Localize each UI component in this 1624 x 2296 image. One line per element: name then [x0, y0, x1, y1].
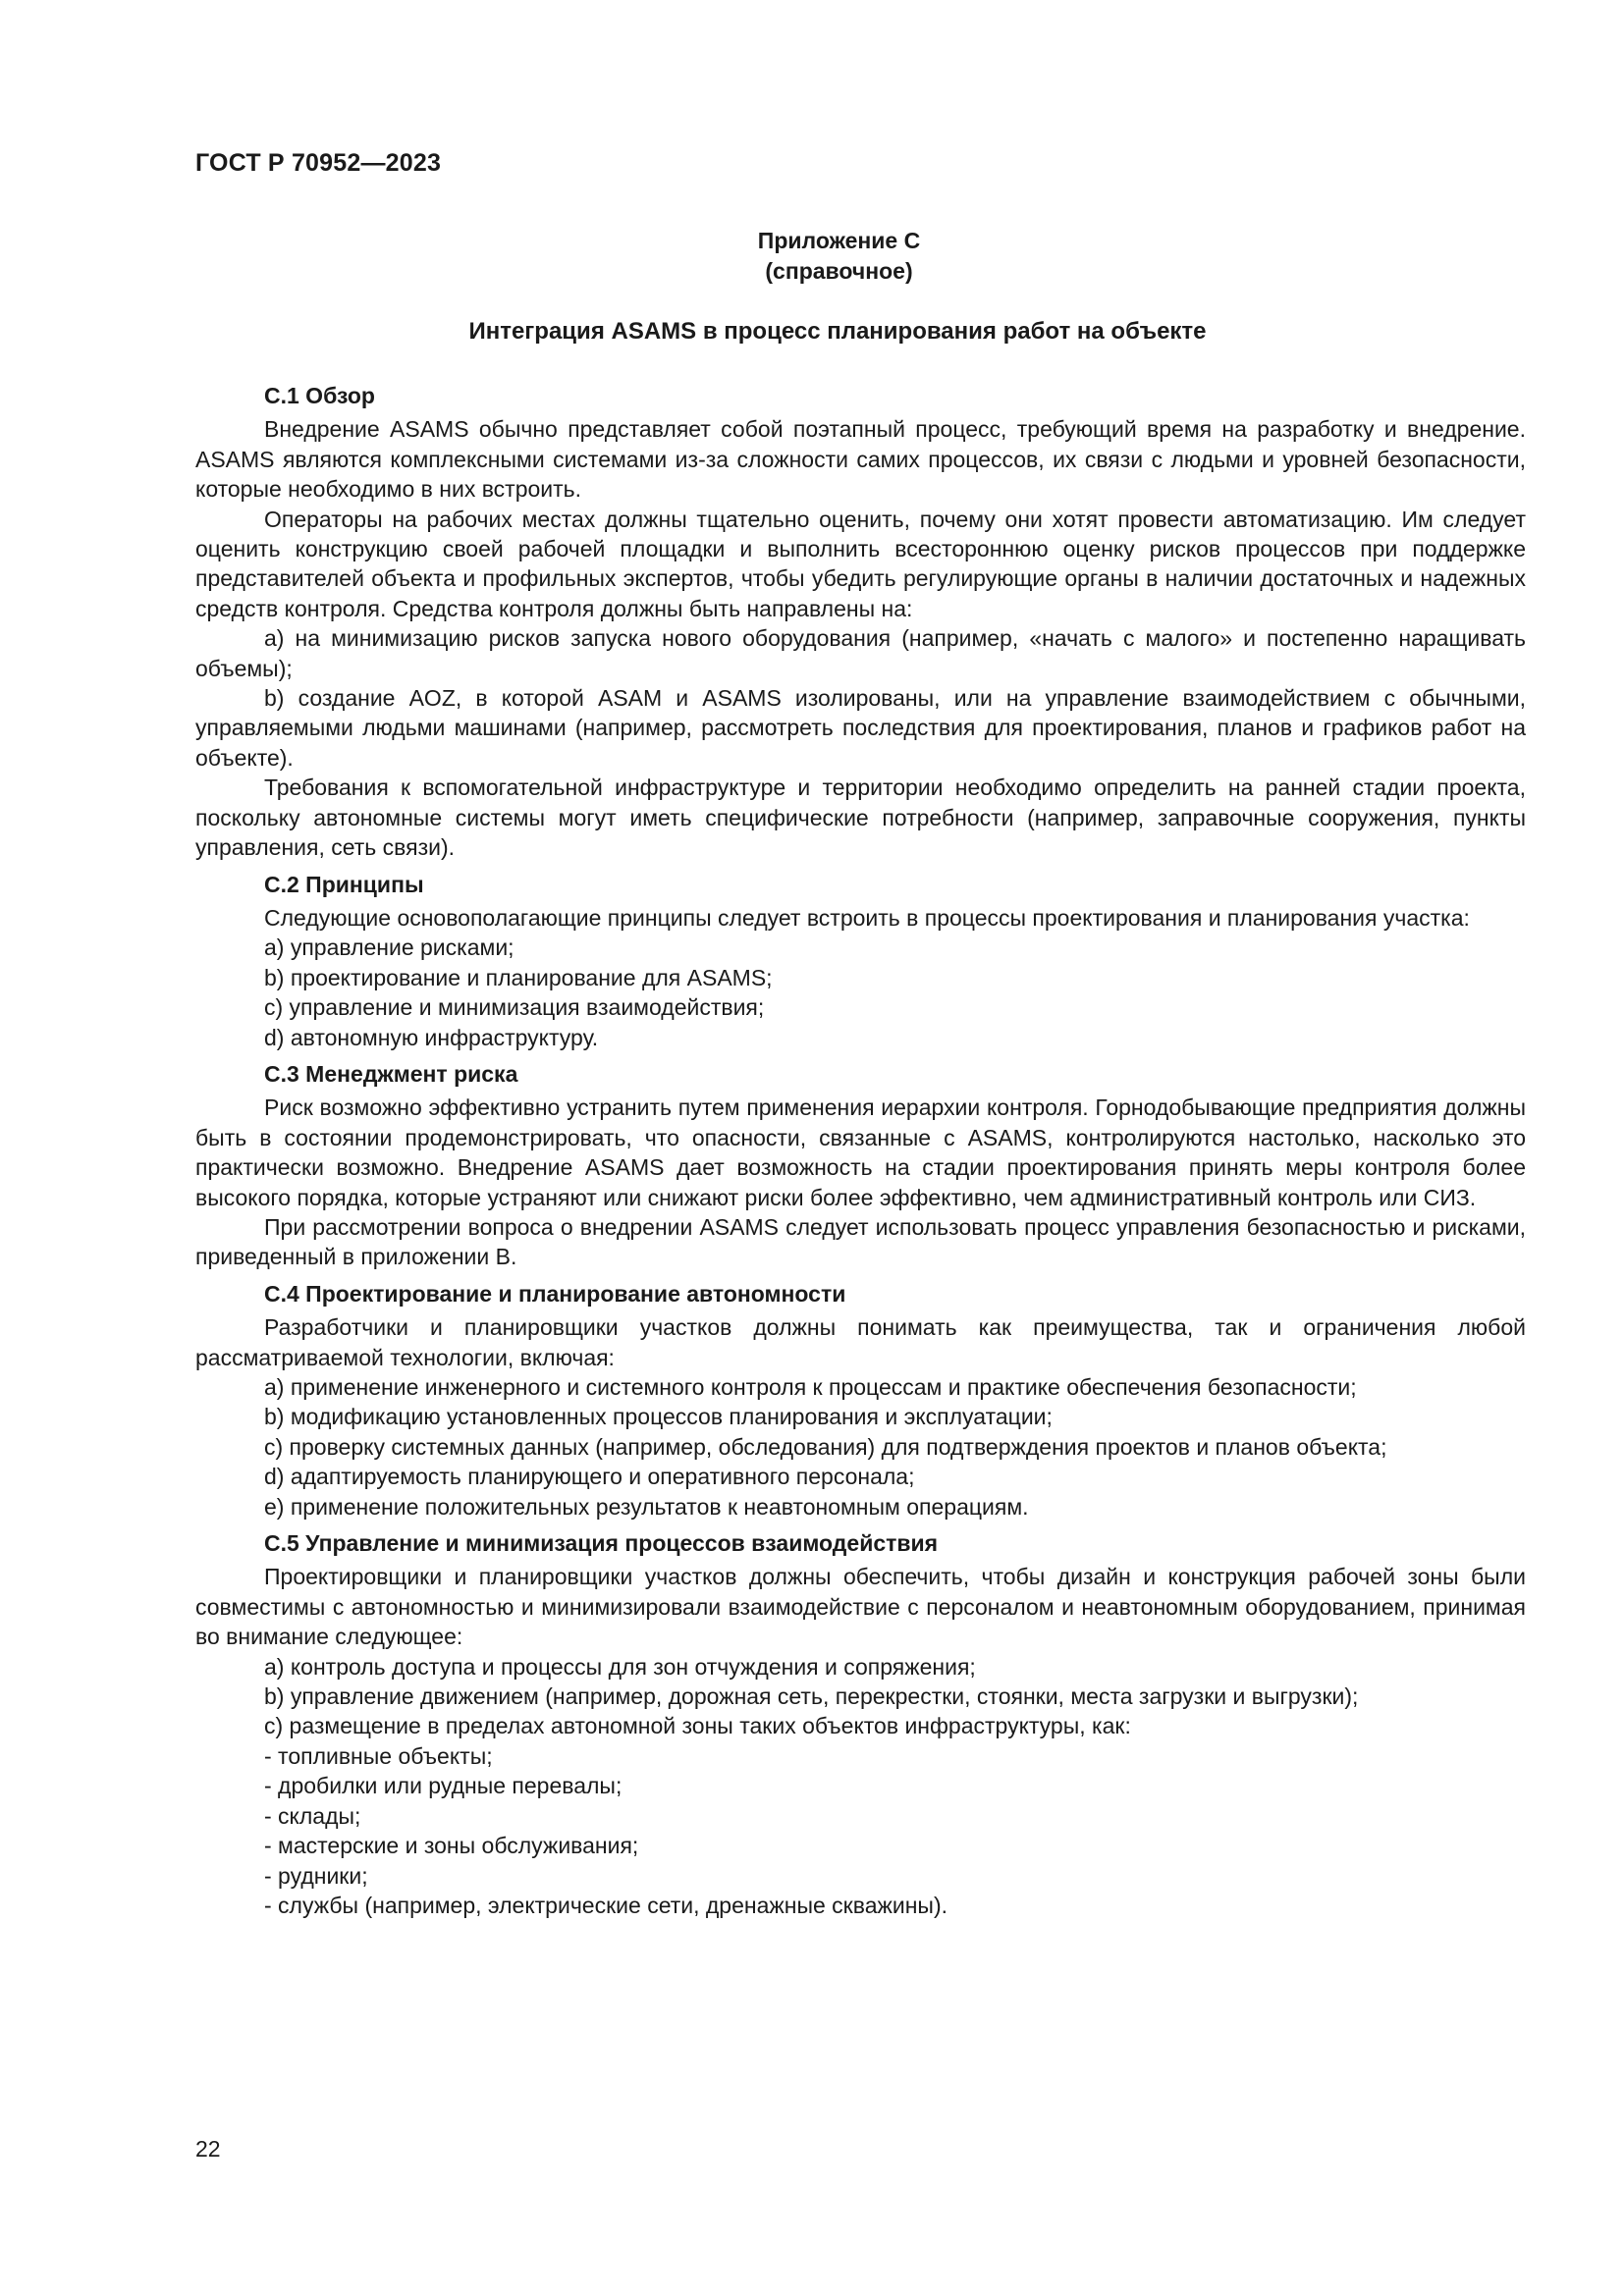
page-number: 22 — [195, 2136, 221, 2162]
document-title: Интеграция ASAMS в процесс планирования работ на объекте — [468, 318, 1207, 345]
list-item: c) проверку системных данных (например, обследования) для подтверждения проектов и планов объекта; — [264, 1433, 1387, 1460]
list-item: а) на минимизацию рисков запуска нового оборудования (например, «начать с малого» и постепенно наращивать объемы); — [195, 625, 1526, 681]
document-code: ГОСТ Р 70952—2023 — [195, 149, 442, 177]
list-item: b) модификацию установленных процессов планирования и эксплуатации; — [264, 1404, 1053, 1430]
dash-item: - топливные объекты; — [264, 1742, 493, 1769]
list-item: d) адаптируемость планирующего и оперативного персонала; — [264, 1464, 915, 1490]
paragraph: Проектировщики и планировщики участков должны обеспечить, чтобы дизайн и конструкция рабочей зоны были совместимы с автономностью и минимизировали взаимодействие с персоналом и неавтономным оборудованием, принимая во внимание следующее: — [195, 1564, 1526, 1650]
appendix-heading — [0, 226, 1624, 287]
section-heading-c2: С.2 Принципы — [264, 871, 424, 897]
list-item: c) размещение в пределах автономной зоны таких объектов инфраструктуры, как: — [264, 1713, 1131, 1739]
list-item: b) проектирование и планирование для ASAMS; — [264, 964, 773, 990]
list-item: а) контроль доступа и процессы для зон отчуждения и сопряжения; — [264, 1653, 976, 1680]
list-item: а) управление рисками; — [264, 934, 514, 961]
dash-item: - службы (например, электрические сети, дренажные скважины). — [264, 1892, 948, 1918]
list-item: b) создание AOZ, в которой ASAM и ASAMS изолированы, или на управление взаимодействием с обычными, управляемыми людьми машинами (например, рассмотреть последствия для проектирования, планов и графиков работ на объекте). — [195, 685, 1526, 771]
section-heading-c5: С.5 Управление и минимизация процессов взаимодействия — [264, 1530, 939, 1557]
dash-item: - дробилки или рудные перевалы; — [264, 1773, 623, 1799]
paragraph: Следующие основополагающие принципы следует встроить в процессы проектирования и планирования участка: — [264, 904, 1470, 931]
dash-item: - рудники; — [264, 1862, 368, 1889]
section-heading-c4: С.4 Проектирование и планирование автономности — [264, 1280, 846, 1307]
list-item: e) применение положительных результатов к неавтономным операциям. — [264, 1493, 1029, 1520]
document-body — [195, 381, 1526, 1920]
appendix-type: (справочное) — [765, 258, 913, 284]
paragraph: Внедрение ASAMS обычно представляет собой поэтапный процесс, требующий время на разработку и внедрение. ASAMS являются комплексными системами из-за сложности самих процессов, их связи с людьми и уровней безопасности, которые необходимо в них встроить. — [195, 416, 1526, 503]
paragraph: Требования к вспомогательной инфраструктуре и территории необходимо определить на ранней стадии проекта, поскольку автономные системы могут иметь специфические потребности (например, заправочные сооружения, пункты управления, сеть связи). — [195, 774, 1526, 861]
list-item: c) управление и минимизация взаимодействия; — [264, 994, 765, 1021]
paragraph: Риск возможно эффективно устранить путем применения иерархии контроля. Горнодобывающие предприятия должны быть в состоянии продемонстрировать, что опасности, связанные с ASAMS, контролируются настолько, насколько это практически возможно. Внедрение ASAMS дает возможность на стадии проектирования принять меры контроля более высокого порядка, которые устраняют или снижают риски более эффективно, чем административный контроль или СИЗ. — [195, 1095, 1526, 1210]
list-item: d) автономную инфраструктуру. — [264, 1024, 599, 1050]
dash-item: - мастерские и зоны обслуживания; — [264, 1833, 639, 1859]
dash-item: - склады; — [264, 1802, 361, 1829]
appendix-title: Приложение С — [757, 228, 921, 253]
paragraph: Разработчики и планировщики участков должны понимать как преимущества, так и ограничения любой рассматриваемой технологии, включая: — [195, 1314, 1526, 1370]
section-heading-c3: С.3 Менеджмент риска — [264, 1060, 518, 1087]
list-item: b) управление движением (например, дорожная сеть, перекрестки, стоянки, места загрузки и выгрузки); — [264, 1683, 1359, 1710]
paragraph: Операторы на рабочих местах должны тщательно оценить, почему они хотят провести автоматизацию. Им следует оценить конструкцию своей рабочей площадки и выполнить всестороннюю оценку рисков процессов при поддержке представителей объекта и профильных экспертов, чтобы убедить регулирующие органы в наличии достаточных и надежных средств контроля. Средства контроля должны быть направлены на: — [195, 506, 1526, 621]
section-heading-c1: С.1 Обзор — [264, 383, 375, 408]
paragraph: При рассмотрении вопроса о внедрении ASAMS следует использовать процесс управления безопасностью и рисками, приведенный в приложении В. — [195, 1213, 1526, 1270]
list-item: а) применение инженерного и системного контроля к процессам и практике обеспечения безопасности; — [264, 1374, 1357, 1400]
